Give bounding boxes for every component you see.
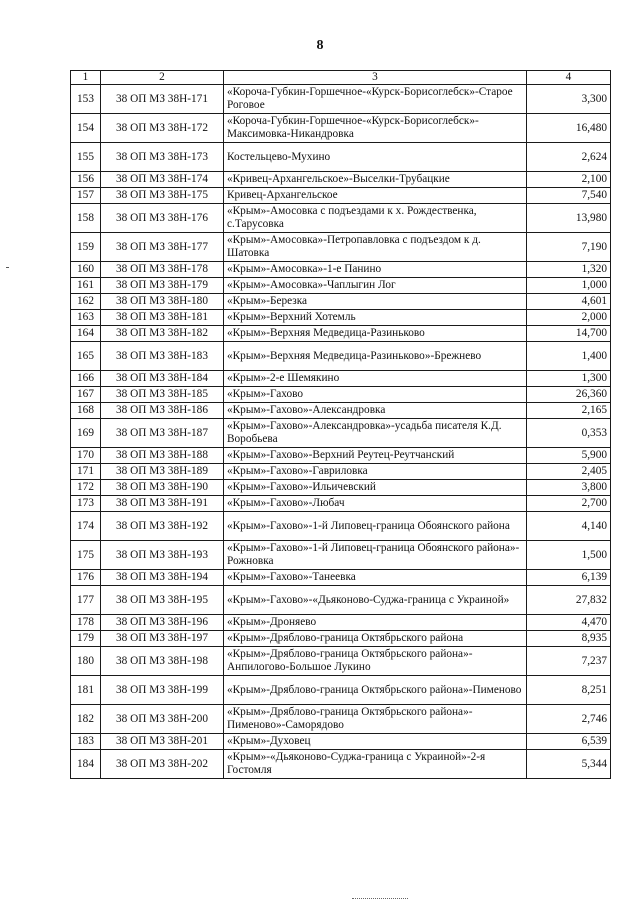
road-name: «Крым»-Верхняя Медведица-Разиньково xyxy=(224,326,527,342)
table-row xyxy=(71,143,611,172)
row-number: 162 xyxy=(71,294,101,310)
table-row xyxy=(71,734,611,750)
road-code: 38 ОП МЗ 38Н-182 xyxy=(101,326,224,342)
road-length: 8,251 xyxy=(527,676,611,705)
table-row xyxy=(71,188,611,204)
road-length: 27,832 xyxy=(527,586,611,615)
road-code: 38 ОП МЗ 38Н-194 xyxy=(101,570,224,586)
page-number: 8 xyxy=(316,38,324,53)
road-name: «Крым»-Гахово»-1-й Липовец-граница Обоянского района xyxy=(224,512,527,541)
road-name: «Крым»-Гахово xyxy=(224,387,527,403)
road-length: 6,539 xyxy=(527,734,611,750)
road-length: 4,470 xyxy=(527,615,611,631)
road-code: 38 ОП МЗ 38Н-177 xyxy=(101,233,224,262)
row-number: 156 xyxy=(71,172,101,188)
row-number: 181 xyxy=(71,676,101,705)
table-row xyxy=(71,448,611,464)
road-length: 7,190 xyxy=(527,233,611,262)
row-number: 180 xyxy=(71,647,101,676)
table-row xyxy=(71,586,611,615)
road-name: «Крым»-Гахово»-Танеевка xyxy=(224,570,527,586)
road-name: «Кривец-Архангельское»-Выселки-Трубацкие xyxy=(224,172,527,188)
row-number: 155 xyxy=(71,143,101,172)
row-number: 166 xyxy=(71,371,101,387)
road-name: «Крым»-Березка xyxy=(224,294,527,310)
road-length: 7,237 xyxy=(527,647,611,676)
road-code: 38 ОП МЗ 38Н-183 xyxy=(101,342,224,371)
row-number: 159 xyxy=(71,233,101,262)
roads-table xyxy=(70,70,611,779)
road-length: 7,540 xyxy=(527,188,611,204)
road-code: 38 ОП МЗ 38Н-180 xyxy=(101,294,224,310)
road-name: «Крым»-Духовец xyxy=(224,734,527,750)
table-row xyxy=(71,419,611,448)
road-code: 38 ОП МЗ 38Н-186 xyxy=(101,403,224,419)
scan-artifact xyxy=(352,898,408,901)
road-name: «Крым»-Амосовка»-Петропавловка с подъездом к д. Шатовка xyxy=(224,233,527,262)
table-row xyxy=(71,676,611,705)
table-row xyxy=(71,480,611,496)
road-name: «Короча-Губкин-Горшечное-«Курск-Борисоглебск»-Максимовка-Никандровка xyxy=(224,114,527,143)
road-name: Кривец-Архангельское xyxy=(224,188,527,204)
road-length: 1,400 xyxy=(527,342,611,371)
row-number: 178 xyxy=(71,615,101,631)
table-row xyxy=(71,750,611,779)
table-row xyxy=(71,496,611,512)
road-code: 38 ОП МЗ 38Н-197 xyxy=(101,631,224,647)
table-row xyxy=(71,647,611,676)
row-number: 173 xyxy=(71,496,101,512)
table-row xyxy=(71,464,611,480)
row-number: 160 xyxy=(71,262,101,278)
road-code: 38 ОП МЗ 38Н-179 xyxy=(101,278,224,294)
road-length: 16,480 xyxy=(527,114,611,143)
table-row xyxy=(71,342,611,371)
road-length: 3,300 xyxy=(527,85,611,114)
road-name: «Крым»-Гахово»-Гавриловка xyxy=(224,464,527,480)
road-length: 2,624 xyxy=(527,143,611,172)
row-number: 163 xyxy=(71,310,101,326)
road-length: 1,500 xyxy=(527,541,611,570)
table-row xyxy=(71,541,611,570)
road-code: 38 ОП МЗ 38Н-176 xyxy=(101,204,224,233)
road-name: «Крым»-Гахово»-Ильичевский xyxy=(224,480,527,496)
road-length: 8,935 xyxy=(527,631,611,647)
table-row xyxy=(71,204,611,233)
table-row xyxy=(71,615,611,631)
row-number: 172 xyxy=(71,480,101,496)
table-row xyxy=(71,570,611,586)
road-length: 6,139 xyxy=(527,570,611,586)
road-name: «Крым»-Дрябловo-граница Октябрьского района xyxy=(224,631,527,647)
road-code: 38 ОП МЗ 38Н-193 xyxy=(101,541,224,570)
road-length: 3,800 xyxy=(527,480,611,496)
road-length: 0,353 xyxy=(527,419,611,448)
row-number: 183 xyxy=(71,734,101,750)
road-code: 38 ОП МЗ 38Н-181 xyxy=(101,310,224,326)
row-number: 175 xyxy=(71,541,101,570)
road-name: «Крым»-Дроняево xyxy=(224,615,527,631)
road-length: 5,900 xyxy=(527,448,611,464)
road-code: 38 ОП МЗ 38Н-188 xyxy=(101,448,224,464)
road-length: 4,140 xyxy=(527,512,611,541)
header-cell-code: 2 xyxy=(101,71,224,85)
road-name: «Крым»-Дряблово-граница Октябрьского района»-Пименово»-Самоpядово xyxy=(224,705,527,734)
table-row xyxy=(71,371,611,387)
road-name: «Крым»-2-е Шемякино xyxy=(224,371,527,387)
row-number: 179 xyxy=(71,631,101,647)
road-length: 5,344 xyxy=(527,750,611,779)
header-cell-name: 3 xyxy=(224,71,527,85)
road-name: Костельцево-Мухино xyxy=(224,143,527,172)
road-length: 1,000 xyxy=(527,278,611,294)
row-number: 170 xyxy=(71,448,101,464)
row-number: 167 xyxy=(71,387,101,403)
table-header-row xyxy=(71,71,611,85)
road-code: 38 ОП МЗ 38Н-172 xyxy=(101,114,224,143)
row-number: 168 xyxy=(71,403,101,419)
road-code: 38 ОП МЗ 38Н-199 xyxy=(101,676,224,705)
road-name: «Крым»-Гахово»-Любач xyxy=(224,496,527,512)
road-code: 38 ОП МЗ 38Н-198 xyxy=(101,647,224,676)
road-code: 38 ОП МЗ 38Н-196 xyxy=(101,615,224,631)
road-code: 38 ОП МЗ 38Н-192 xyxy=(101,512,224,541)
row-number: 176 xyxy=(71,570,101,586)
header-cell-length: 4 xyxy=(527,71,611,85)
road-code: 38 ОП МЗ 38Н-201 xyxy=(101,734,224,750)
road-name: «Крым»-Дряблово-граница Октябрьского района»-Анпилогово-Большое Лукино xyxy=(224,647,527,676)
road-code: 38 ОП МЗ 38Н-190 xyxy=(101,480,224,496)
road-name: «Крым»-Гахово»-Александровка»-усадьба писателя К.Д. Воробьева xyxy=(224,419,527,448)
road-length: 1,320 xyxy=(527,262,611,278)
table-row xyxy=(71,631,611,647)
row-number: 164 xyxy=(71,326,101,342)
road-length: 2,746 xyxy=(527,705,611,734)
road-name: «Крым»-Гахово»-Верхний Реутец-Реутчанский xyxy=(224,448,527,464)
table-row xyxy=(71,326,611,342)
row-number: 161 xyxy=(71,278,101,294)
road-name: «Крым»-Гахово»-Александровка xyxy=(224,403,527,419)
road-code: 38 ОП МЗ 38Н-173 xyxy=(101,143,224,172)
table-row xyxy=(71,705,611,734)
road-code: 38 ОП МЗ 38Н-178 xyxy=(101,262,224,278)
road-length: 2,100 xyxy=(527,172,611,188)
road-name: «Короча-Губкин-Горшечное-«Курск-Борисоглебск»-Старое Роговое xyxy=(224,85,527,114)
row-number: 174 xyxy=(71,512,101,541)
road-name: «Крым»-Верхняя Медведица-Разиньково»-Брежнево xyxy=(224,342,527,371)
table-row xyxy=(71,233,611,262)
road-name: «Крым»-Амосовка»-Чаплыгин Лог xyxy=(224,278,527,294)
road-length: 1,300 xyxy=(527,371,611,387)
road-code: 38 ОП МЗ 38Н-174 xyxy=(101,172,224,188)
road-code: 38 ОП МЗ 38Н-200 xyxy=(101,705,224,734)
table-row xyxy=(71,172,611,188)
row-number: 182 xyxy=(71,705,101,734)
row-number: 171 xyxy=(71,464,101,480)
road-name: «Крым»-Дряблово-граница Октябрьского района»-Пименово xyxy=(224,676,527,705)
road-length: 26,360 xyxy=(527,387,611,403)
header-cell-number: 1 xyxy=(71,71,101,85)
road-code: 38 ОП МЗ 38Н-187 xyxy=(101,419,224,448)
road-name: «Крым»-Верхний Хотемль xyxy=(224,310,527,326)
row-number: 184 xyxy=(71,750,101,779)
road-name: «Крым»-Гахово»-«Дьяконово-Суджа-граница с Украиной» xyxy=(224,586,527,615)
road-length: 14,700 xyxy=(527,326,611,342)
row-number: 154 xyxy=(71,114,101,143)
road-length: 2,405 xyxy=(527,464,611,480)
road-code: 38 ОП МЗ 38Н-184 xyxy=(101,371,224,387)
road-code: 38 ОП МЗ 38Н-195 xyxy=(101,586,224,615)
road-name: «Крым»-«Дьяконово-Суджа-граница с Украиной»-2-я Гостомля xyxy=(224,750,527,779)
road-length: 2,000 xyxy=(527,310,611,326)
table-row xyxy=(71,512,611,541)
table-row xyxy=(71,387,611,403)
table-row xyxy=(71,310,611,326)
table-row xyxy=(71,403,611,419)
road-length: 4,601 xyxy=(527,294,611,310)
road-code: 38 ОП МЗ 38Н-202 xyxy=(101,750,224,779)
table-row xyxy=(71,85,611,114)
road-code: 38 ОП МЗ 38Н-185 xyxy=(101,387,224,403)
road-name: «Крым»-Гахово»-1-й Липовец-граница Обоянского района»-Рожновка xyxy=(224,541,527,570)
row-number: 165 xyxy=(71,342,101,371)
road-code: 38 ОП МЗ 38Н-191 xyxy=(101,496,224,512)
road-name: «Крым»-Амосовка»-1-е Панино xyxy=(224,262,527,278)
road-name: «Крым»-Амосовка с подъездами к х. Рождественка, с.Тарусовка xyxy=(224,204,527,233)
row-number: 158 xyxy=(71,204,101,233)
table-body xyxy=(71,85,611,779)
row-number: 177 xyxy=(71,586,101,615)
road-length: 13,980 xyxy=(527,204,611,233)
road-length: 2,700 xyxy=(527,496,611,512)
table-row xyxy=(71,262,611,278)
road-code: 38 ОП МЗ 38Н-171 xyxy=(101,85,224,114)
row-number: 157 xyxy=(71,188,101,204)
row-number: 169 xyxy=(71,419,101,448)
road-length: 2,165 xyxy=(527,403,611,419)
scan-artifact xyxy=(6,267,9,268)
road-code: 38 ОП МЗ 38Н-175 xyxy=(101,188,224,204)
row-number: 153 xyxy=(71,85,101,114)
table-row xyxy=(71,278,611,294)
road-code: 38 ОП МЗ 38Н-189 xyxy=(101,464,224,480)
table-row xyxy=(71,114,611,143)
table-row xyxy=(71,294,611,310)
